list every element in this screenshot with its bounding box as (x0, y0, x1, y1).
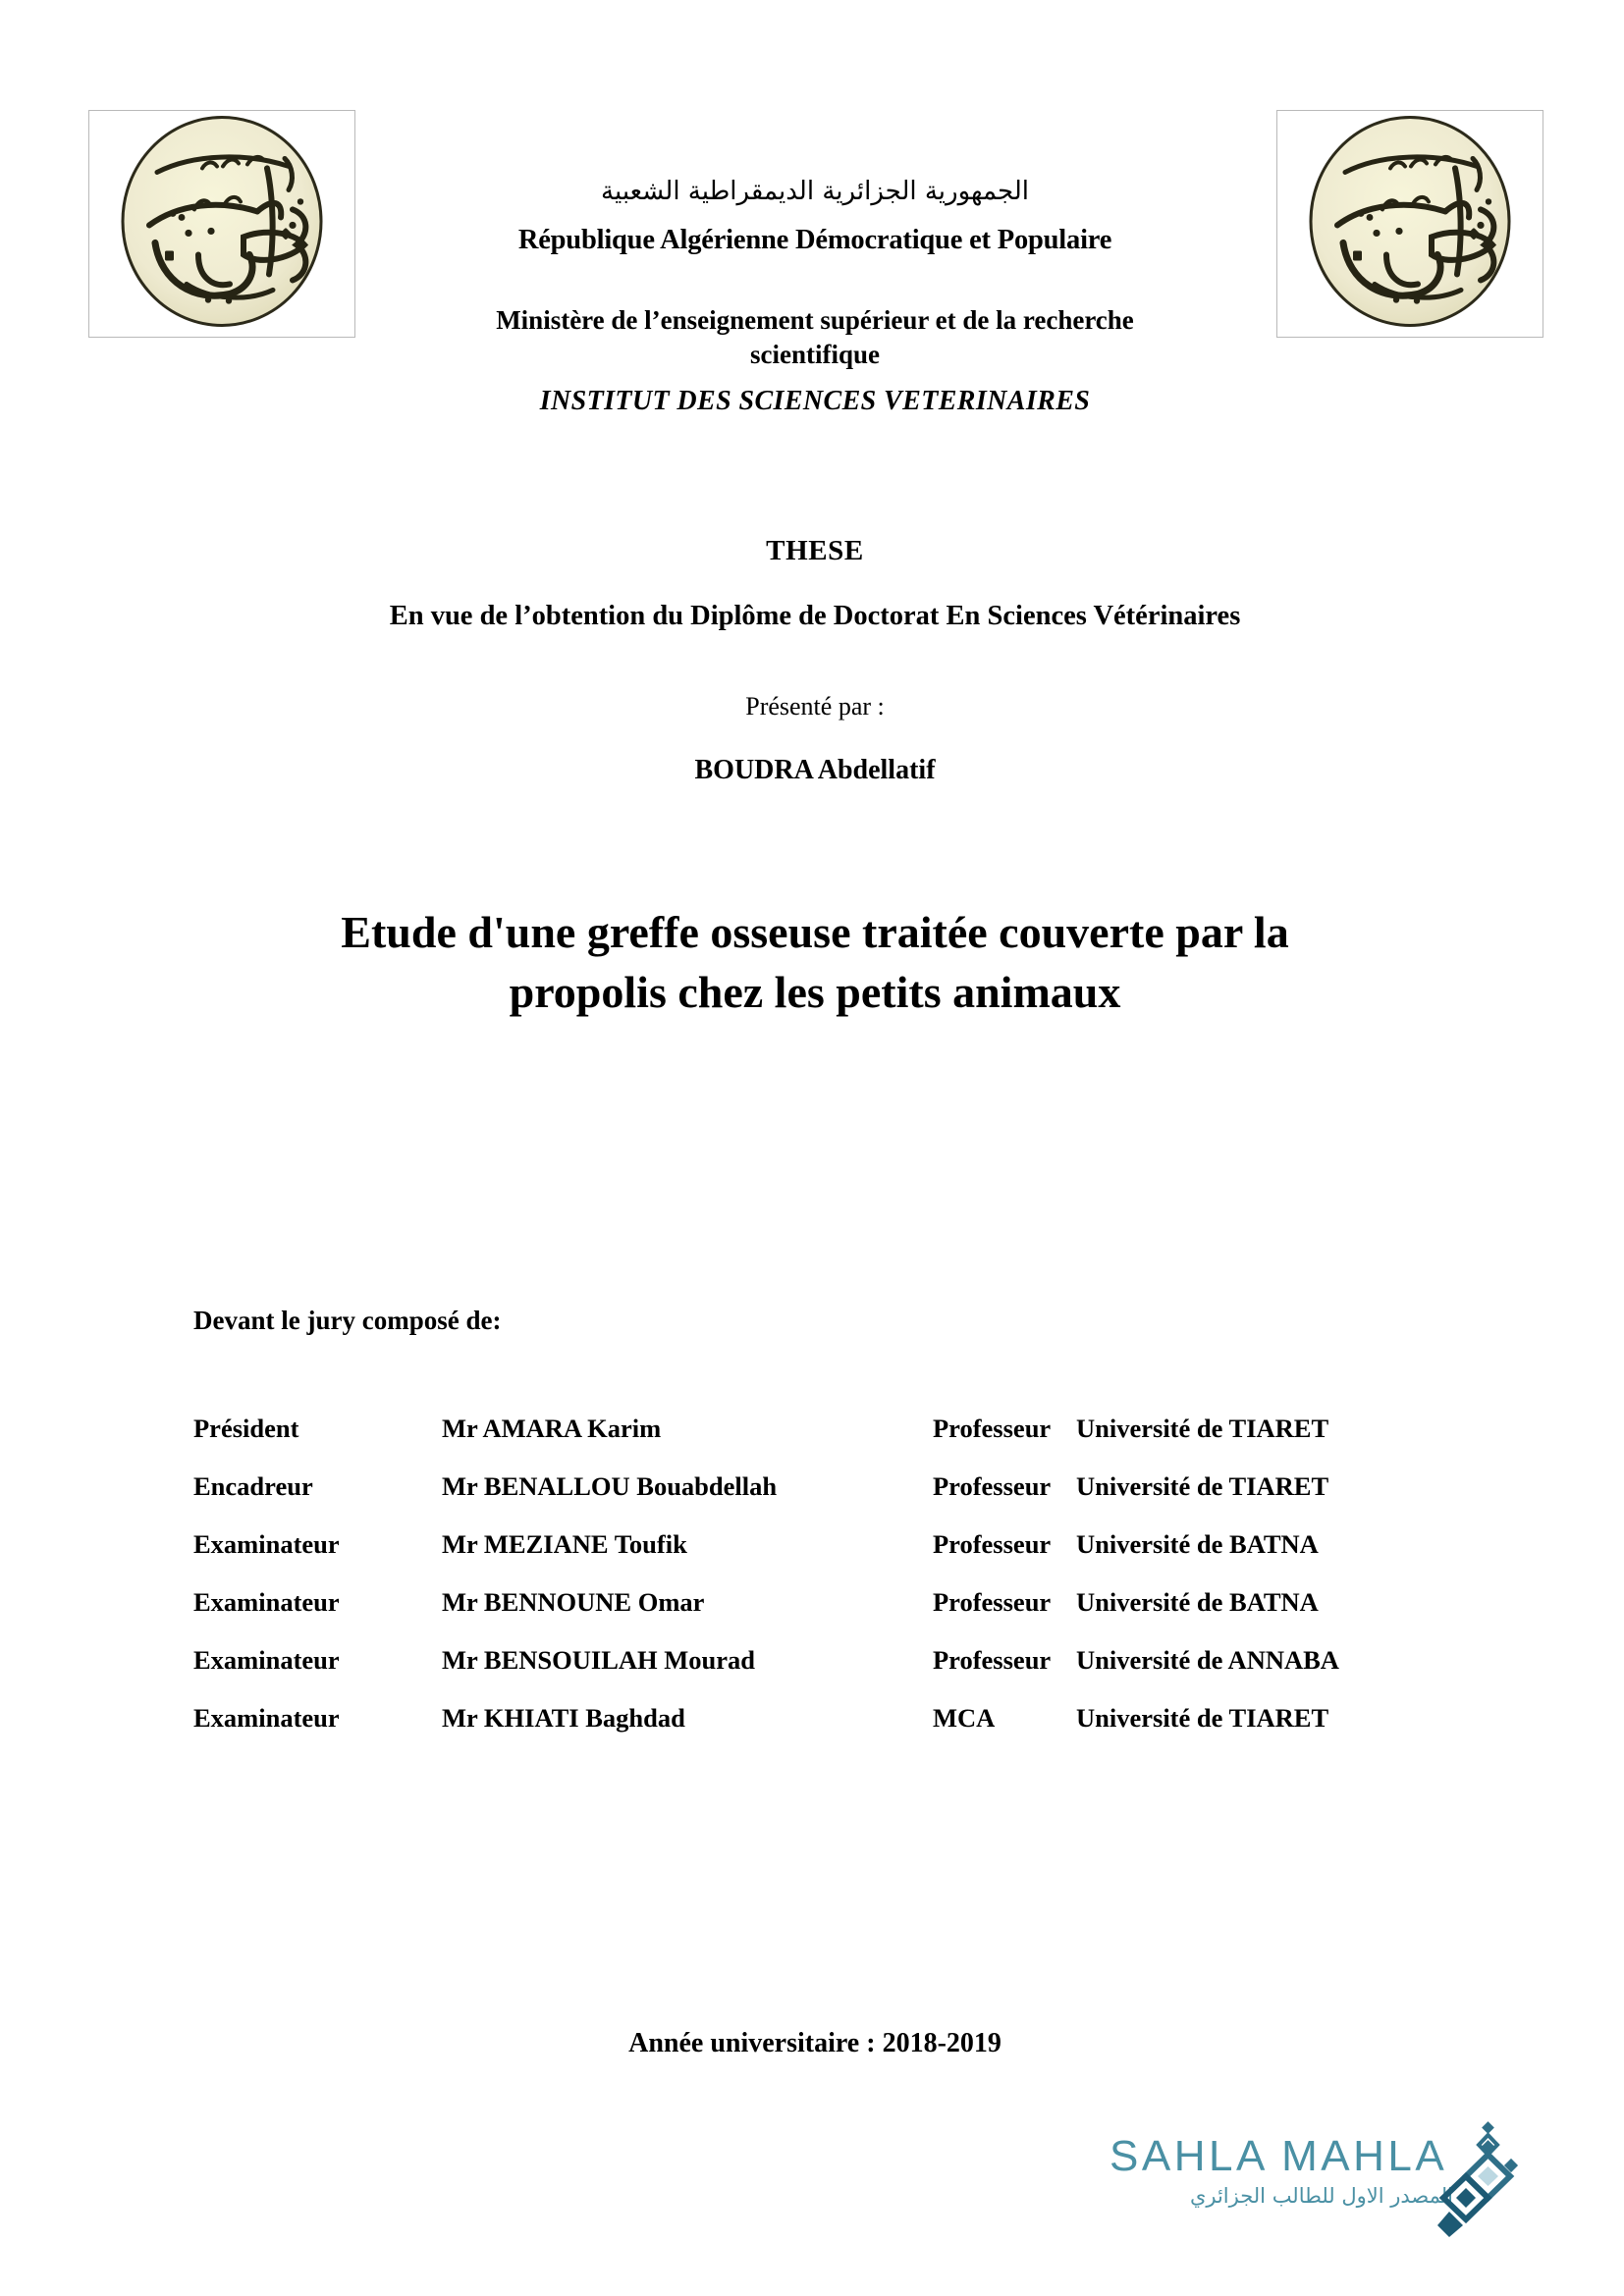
presented-by-label: Présenté par : (745, 692, 885, 721)
author-name: BOUDRA Abdellatif (694, 755, 936, 785)
ministry-line-1: Ministère de l’enseignement supérieur et de la recherche (496, 305, 1134, 336)
sahla-mahla-arabic-tagline: المصدر الاول للطالب الجزائري (1189, 2184, 1453, 2208)
university-seal-logo (1288, 107, 1532, 331)
jury-university: Université de TIARET (1076, 1703, 1329, 1733)
jury-role: Encadreur (193, 1471, 313, 1501)
title-line-1: Etude d'une greffe osseuse traitée couverte par la (341, 907, 1289, 957)
jury-rank: Professeur (933, 1587, 1052, 1617)
jury-role: Examinateur (193, 1529, 340, 1559)
jury-university: Université de ANNABA (1076, 1645, 1339, 1675)
jury-university: Université de TIARET (1076, 1471, 1329, 1501)
academic-year: Année universitaire : 2018-2019 (628, 2028, 1001, 2058)
jury-rank: Professeur (933, 1471, 1052, 1501)
jury-role: Président (193, 1414, 299, 1443)
table-row (193, 1414, 1430, 1471)
jury-name: Mr BENNOUNE Omar (442, 1587, 705, 1617)
jury-rank: Professeur (933, 1645, 1052, 1675)
institute-line: INSTITUT DES SCIENCES VETERINAIRES (539, 386, 1091, 417)
author-block (177, 692, 1453, 786)
jury-university: Université de BATNA (1076, 1529, 1319, 1559)
jury-name: Mr BENALLOU Bouabdellah (442, 1471, 778, 1501)
table-row (193, 1703, 1430, 1761)
jury-name: Mr AMARA Karim (442, 1414, 662, 1443)
jury-heading: Devant le jury composé de: (193, 1306, 502, 1335)
table-row (193, 1471, 1430, 1529)
university-logo-right-frame (1276, 110, 1543, 338)
page-title (187, 903, 1443, 1022)
title-line-2: propolis chez les petits animaux (509, 966, 1121, 1017)
table-row (193, 1587, 1430, 1645)
jury-name: Mr KHIATI Baghdad (442, 1703, 685, 1733)
sahla-mahla-watermark (1110, 2132, 1522, 2253)
sahla-mahla-diamond-icon (1430, 2121, 1528, 2237)
jury-rank: Professeur (933, 1529, 1052, 1559)
thesis-purpose: En vue de l’obtention du Diplôme de Doctorat En Sciences Vétérinaires (389, 601, 1241, 631)
jury-rank: Professeur (933, 1414, 1052, 1443)
thesis-type-block (177, 535, 1453, 632)
jury-rank: MCA (933, 1703, 996, 1733)
institution-header (353, 175, 1276, 417)
jury-university: Université de TIARET (1076, 1414, 1329, 1443)
arabic-republic-line: الجمهورية الجزائرية الديمقراطية الشعبية (601, 177, 1029, 206)
these-label: THESE (766, 535, 864, 566)
republic-line: République Algérienne Démocratique et Populaire (517, 225, 1112, 256)
jury-name: Mr MEZIANE Toufik (442, 1529, 687, 1559)
jury-table (193, 1414, 1430, 1761)
university-logo-left-frame (88, 110, 355, 338)
jury-name: Mr BENSOUILAH Mourad (442, 1645, 756, 1675)
jury-role: Examinateur (193, 1587, 340, 1617)
table-row (193, 1529, 1430, 1587)
jury-role: Examinateur (193, 1645, 340, 1675)
jury-university: Université de BATNA (1076, 1587, 1319, 1617)
ministry-line (353, 303, 1276, 372)
sahla-mahla-wordmark: SAHLA MAHLA (1110, 2132, 1448, 2180)
university-seal-logo (100, 107, 344, 331)
table-row (193, 1645, 1430, 1703)
ministry-line-2: scientifique (750, 340, 880, 370)
jury-role: Examinateur (193, 1703, 340, 1733)
